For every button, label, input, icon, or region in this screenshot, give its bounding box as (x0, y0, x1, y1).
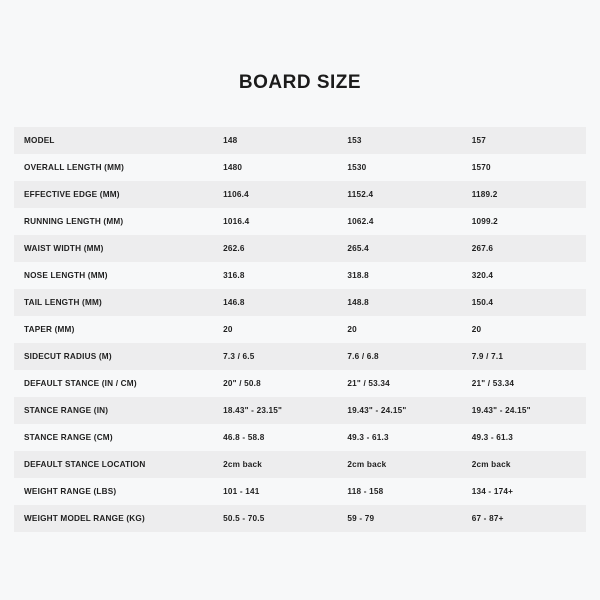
spec-table-container (0, 127, 600, 532)
row-value: 2cm back (337, 451, 461, 478)
row-value: 262.6 (213, 235, 337, 262)
row-value: 1530 (337, 154, 461, 181)
row-value: 19.43" - 24.15" (462, 397, 586, 424)
row-value: 67 - 87+ (462, 505, 586, 532)
row-value: 49.3 - 61.3 (462, 424, 586, 451)
board-size-table (14, 127, 586, 532)
row-value: 20 (337, 316, 461, 343)
row-value: 148.8 (337, 289, 461, 316)
row-value: 18.43" - 23.15" (213, 397, 337, 424)
row-value: 20 (213, 316, 337, 343)
row-value: 265.4 (337, 235, 461, 262)
row-label: WAIST WIDTH (MM) (14, 235, 213, 262)
row-value: 7.9 / 7.1 (462, 343, 586, 370)
table-row (14, 289, 586, 316)
row-label: WEIGHT RANGE (LBS) (14, 478, 213, 505)
row-label: STANCE RANGE (CM) (14, 424, 213, 451)
row-value: 134 - 174+ (462, 478, 586, 505)
table-row (14, 316, 586, 343)
row-value: 101 - 141 (213, 478, 337, 505)
row-value: 316.8 (213, 262, 337, 289)
row-value: 146.8 (213, 289, 337, 316)
row-value: 50.5 - 70.5 (213, 505, 337, 532)
row-label: TAPER (MM) (14, 316, 213, 343)
table-row (14, 127, 586, 154)
row-value: 1480 (213, 154, 337, 181)
row-value: 1099.2 (462, 208, 586, 235)
row-value: 1016.4 (213, 208, 337, 235)
row-label: DEFAULT STANCE LOCATION (14, 451, 213, 478)
row-value: 1570 (462, 154, 586, 181)
row-value: 1152.4 (337, 181, 461, 208)
row-value: 1062.4 (337, 208, 461, 235)
row-value: 1189.2 (462, 181, 586, 208)
table-body (14, 127, 586, 532)
row-value: 2cm back (462, 451, 586, 478)
row-value: 7.3 / 6.5 (213, 343, 337, 370)
table-row (14, 235, 586, 262)
row-value: 2cm back (213, 451, 337, 478)
table-row (14, 154, 586, 181)
row-value: 1106.4 (213, 181, 337, 208)
table-row (14, 208, 586, 235)
row-value: 118 - 158 (337, 478, 461, 505)
table-row (14, 424, 586, 451)
row-value: 46.8 - 58.8 (213, 424, 337, 451)
row-value: 20" / 50.8 (213, 370, 337, 397)
table-row (14, 370, 586, 397)
row-label: OVERALL LENGTH (MM) (14, 154, 213, 181)
row-value: 49.3 - 61.3 (337, 424, 461, 451)
row-value: 7.6 / 6.8 (337, 343, 461, 370)
row-value: 153 (337, 127, 461, 154)
row-value: 150.4 (462, 289, 586, 316)
row-label: STANCE RANGE (IN) (14, 397, 213, 424)
table-row (14, 397, 586, 424)
row-value: 157 (462, 127, 586, 154)
table-row (14, 478, 586, 505)
row-value: 59 - 79 (337, 505, 461, 532)
page-title: BOARD SIZE (238, 72, 362, 93)
row-label: EFFECTIVE EDGE (MM) (14, 181, 213, 208)
row-value: 21" / 53.34 (462, 370, 586, 397)
row-value: 20 (462, 316, 586, 343)
row-label: MODEL (14, 127, 213, 154)
table-row (14, 451, 586, 478)
table-row (14, 343, 586, 370)
table-row (14, 505, 586, 532)
row-value: 267.6 (462, 235, 586, 262)
row-label: DEFAULT STANCE (IN / CM) (14, 370, 213, 397)
row-label: RUNNING LENGTH (MM) (14, 208, 213, 235)
row-value: 21" / 53.34 (337, 370, 461, 397)
row-value: 148 (213, 127, 337, 154)
row-value: 19.43" - 24.15" (337, 397, 461, 424)
row-value: 320.4 (462, 262, 586, 289)
row-label: TAIL LENGTH (MM) (14, 289, 213, 316)
row-label: WEIGHT MODEL RANGE (KG) (14, 505, 213, 532)
row-label: NOSE LENGTH (MM) (14, 262, 213, 289)
table-row (14, 181, 586, 208)
table-row (14, 262, 586, 289)
row-label: SIDECUT RADIUS (M) (14, 343, 213, 370)
row-value: 318.8 (337, 262, 461, 289)
